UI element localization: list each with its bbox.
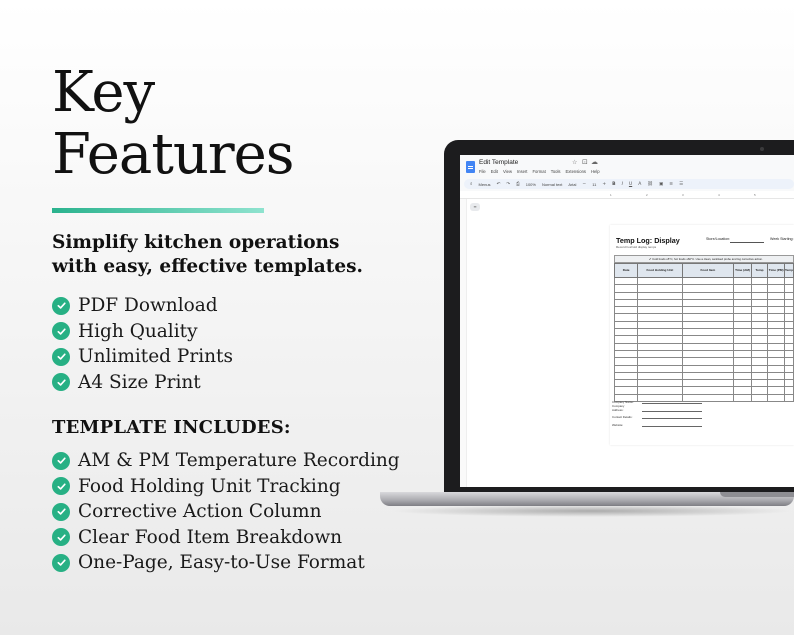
increase-font-icon[interactable]: + bbox=[602, 181, 607, 187]
folder-icon[interactable]: ⊡ bbox=[582, 158, 588, 166]
features-list bbox=[52, 293, 412, 395]
table-cell[interactable] bbox=[682, 321, 734, 328]
table-cell[interactable] bbox=[638, 387, 682, 394]
check-circle-icon bbox=[52, 503, 70, 521]
table-cell[interactable] bbox=[638, 380, 682, 387]
table-cell[interactable] bbox=[768, 343, 785, 350]
search-icon[interactable]: ⌕ bbox=[470, 182, 473, 187]
vertical-ruler bbox=[460, 199, 467, 487]
table-row bbox=[615, 380, 794, 387]
print-icon[interactable]: ⎙ bbox=[516, 182, 520, 187]
table-cell[interactable] bbox=[638, 321, 682, 328]
column-header: Food Item bbox=[682, 264, 734, 278]
table-cell[interactable] bbox=[734, 329, 752, 336]
column-header: Temp bbox=[784, 264, 793, 278]
table-cell[interactable] bbox=[615, 314, 638, 321]
table-cell[interactable] bbox=[615, 358, 638, 365]
table-cell[interactable] bbox=[751, 321, 768, 328]
table-row bbox=[615, 321, 794, 328]
include-label: Food Holding Unit Tracking bbox=[78, 475, 341, 497]
table-cell[interactable] bbox=[615, 307, 638, 314]
table-cell[interactable] bbox=[734, 285, 752, 292]
docs-header bbox=[460, 155, 794, 191]
search-menus[interactable]: Menus bbox=[478, 181, 491, 187]
table-cell[interactable] bbox=[751, 336, 768, 343]
link-icon[interactable]: ⛓ bbox=[647, 181, 654, 187]
title-line-2: Features bbox=[52, 122, 294, 187]
table-cell[interactable] bbox=[784, 314, 793, 321]
menu-edit[interactable]: Edit bbox=[490, 169, 498, 174]
table-cell[interactable] bbox=[638, 299, 682, 306]
table-cell[interactable] bbox=[615, 343, 638, 350]
table-row bbox=[615, 365, 794, 372]
table-cell[interactable] bbox=[682, 372, 734, 379]
table-cell[interactable] bbox=[784, 394, 793, 401]
laptop-screen bbox=[460, 155, 794, 487]
table-cell[interactable] bbox=[682, 343, 734, 350]
include-label: One-Page, Easy-to-Use Format bbox=[78, 552, 365, 573]
company-field bbox=[612, 412, 702, 419]
company-field-line bbox=[642, 423, 702, 427]
temp-log-body bbox=[615, 278, 794, 402]
table-cell[interactable] bbox=[734, 321, 752, 328]
table-cell[interactable] bbox=[638, 372, 682, 379]
table-cell[interactable] bbox=[682, 299, 734, 306]
horizontal-ruler bbox=[460, 191, 794, 199]
table-cell[interactable] bbox=[615, 285, 638, 292]
feature-panel bbox=[52, 62, 412, 576]
check-circle-icon bbox=[52, 373, 70, 391]
table-cell[interactable] bbox=[751, 387, 768, 394]
table-cell[interactable] bbox=[751, 307, 768, 314]
column-header: Food Holding Unit bbox=[638, 264, 682, 278]
menu-extensions[interactable]: Extensions bbox=[565, 169, 586, 174]
table-cell[interactable] bbox=[734, 365, 752, 372]
table-cell[interactable] bbox=[768, 314, 785, 321]
font-size-field[interactable]: 11 bbox=[592, 181, 597, 187]
menu-insert[interactable]: Insert bbox=[516, 169, 528, 174]
ruler-mark: 1 bbox=[610, 193, 612, 197]
document-page bbox=[610, 225, 794, 445]
camera-icon bbox=[760, 147, 764, 151]
table-cell[interactable] bbox=[682, 314, 734, 321]
table-cell[interactable] bbox=[768, 321, 785, 328]
tagline-line-2: with easy, effective templates. bbox=[52, 256, 363, 277]
table-cell[interactable] bbox=[734, 278, 752, 285]
table-cell[interactable] bbox=[784, 387, 793, 394]
table-cell[interactable] bbox=[615, 350, 638, 357]
menu-help[interactable]: Help bbox=[591, 169, 600, 174]
include-label: Corrective Action Column bbox=[78, 501, 322, 522]
table-cell[interactable] bbox=[768, 365, 785, 372]
table-cell[interactable] bbox=[751, 314, 768, 321]
company-field-label: Website: bbox=[612, 422, 624, 427]
font-select[interactable]: Arial bbox=[568, 181, 577, 187]
table-cell[interactable] bbox=[784, 372, 793, 379]
title-line-1: Key bbox=[52, 60, 155, 125]
include-label: AM & PM Temperature Recording bbox=[78, 450, 400, 471]
table-cell[interactable] bbox=[784, 285, 793, 292]
feature-label: A4 Size Print bbox=[78, 371, 201, 393]
table-cell[interactable] bbox=[768, 387, 785, 394]
table-cell[interactable] bbox=[784, 365, 793, 372]
table-cell[interactable] bbox=[615, 387, 638, 394]
redo-icon[interactable]: ↷ bbox=[506, 181, 511, 187]
table-cell[interactable] bbox=[768, 350, 785, 357]
menu-format[interactable]: Format bbox=[532, 169, 546, 174]
undo-icon[interactable]: ↶ bbox=[496, 181, 501, 187]
table-cell[interactable] bbox=[615, 372, 638, 379]
company-field-line bbox=[642, 415, 702, 419]
table-cell[interactable] bbox=[768, 278, 785, 285]
table-cell[interactable] bbox=[768, 285, 785, 292]
table-cell[interactable] bbox=[638, 285, 682, 292]
table-cell[interactable] bbox=[734, 299, 752, 306]
table-row bbox=[615, 387, 794, 394]
company-details bbox=[612, 397, 702, 427]
table-cell[interactable] bbox=[751, 299, 768, 306]
table-cell[interactable] bbox=[638, 307, 682, 314]
table-cell[interactable] bbox=[784, 278, 793, 285]
ruler-mark: 5 bbox=[754, 193, 756, 197]
table-cell[interactable] bbox=[615, 336, 638, 343]
table-cell[interactable] bbox=[784, 380, 793, 387]
company-field-label: Contact Details: bbox=[612, 415, 633, 420]
table-row bbox=[615, 350, 794, 357]
italic-icon[interactable]: I bbox=[621, 181, 623, 187]
table-cell[interactable] bbox=[638, 329, 682, 336]
column-header: Temp bbox=[751, 264, 768, 278]
table-row bbox=[615, 314, 794, 321]
table-cell[interactable] bbox=[682, 329, 734, 336]
list-item bbox=[52, 319, 412, 345]
text-color-icon[interactable]: A bbox=[638, 181, 642, 187]
table-cell[interactable] bbox=[784, 358, 793, 365]
table-row bbox=[615, 372, 794, 379]
table-cell[interactable] bbox=[734, 380, 752, 387]
list-item bbox=[52, 344, 412, 370]
table-cell[interactable] bbox=[751, 343, 768, 350]
underline-icon[interactable]: U bbox=[628, 181, 633, 187]
table-cell[interactable] bbox=[734, 372, 752, 379]
table-cell[interactable] bbox=[615, 292, 638, 299]
check-circle-icon bbox=[52, 322, 70, 340]
table-cell[interactable] bbox=[734, 387, 752, 394]
table-cell[interactable] bbox=[682, 358, 734, 365]
column-header: Date bbox=[615, 264, 638, 278]
feature-label: Unlimited Prints bbox=[78, 346, 233, 367]
company-field-label: Company Name: bbox=[612, 400, 634, 405]
table-row bbox=[615, 358, 794, 365]
table-cell[interactable] bbox=[734, 343, 752, 350]
check-circle-icon bbox=[52, 297, 70, 315]
table-cell[interactable] bbox=[682, 336, 734, 343]
check-circle-icon bbox=[52, 452, 70, 470]
table-cell[interactable] bbox=[768, 292, 785, 299]
accent-divider bbox=[52, 208, 264, 213]
table-cell[interactable] bbox=[734, 336, 752, 343]
docs-logo-icon bbox=[466, 161, 475, 173]
menu-tools[interactable]: Tools bbox=[550, 169, 561, 174]
table-cell[interactable] bbox=[682, 387, 734, 394]
template-subtitle: Record hot/cold display temps bbox=[616, 245, 657, 249]
laptop-notch bbox=[720, 492, 794, 497]
table-cell[interactable] bbox=[784, 336, 793, 343]
list-item bbox=[52, 293, 412, 319]
table-row bbox=[615, 329, 794, 336]
company-field-label: Company Address: bbox=[612, 403, 625, 412]
column-header: Time (AM) bbox=[734, 264, 752, 278]
ruler-mark: 4 bbox=[718, 193, 720, 197]
star-icon[interactable]: ☆ bbox=[572, 159, 578, 166]
table-cell[interactable] bbox=[638, 365, 682, 372]
column-header: Time (PM) bbox=[768, 264, 785, 278]
table-row bbox=[615, 292, 794, 299]
table-cell[interactable] bbox=[615, 299, 638, 306]
laptop-shadow bbox=[390, 505, 794, 517]
table-cell[interactable] bbox=[682, 365, 734, 372]
table-cell[interactable] bbox=[734, 350, 752, 357]
table-cell[interactable] bbox=[682, 285, 734, 292]
check-circle-icon bbox=[52, 528, 70, 546]
company-field bbox=[612, 419, 702, 426]
table-cell[interactable] bbox=[682, 350, 734, 357]
table-cell[interactable] bbox=[751, 285, 768, 292]
table-cell[interactable] bbox=[784, 299, 793, 306]
ruler-mark: 2 bbox=[646, 193, 648, 197]
table-cell[interactable] bbox=[682, 380, 734, 387]
table-cell[interactable] bbox=[784, 307, 793, 314]
table-cell[interactable] bbox=[751, 372, 768, 379]
list-item bbox=[52, 474, 412, 500]
list-item bbox=[52, 499, 412, 525]
table-cell[interactable] bbox=[615, 321, 638, 328]
ruler-mark: 3 bbox=[682, 193, 684, 197]
table-cell[interactable] bbox=[751, 329, 768, 336]
bold-icon[interactable]: B bbox=[612, 181, 616, 187]
table-cell[interactable] bbox=[768, 336, 785, 343]
week-starting-label: Week Starting: bbox=[770, 237, 794, 241]
table-cell[interactable] bbox=[682, 292, 734, 299]
table-cell[interactable] bbox=[784, 321, 793, 328]
list-item bbox=[52, 370, 412, 396]
table-cell[interactable] bbox=[615, 365, 638, 372]
table-cell[interactable] bbox=[768, 372, 785, 379]
table-cell[interactable] bbox=[768, 299, 785, 306]
includes-list bbox=[52, 448, 412, 576]
table-row bbox=[615, 307, 794, 314]
company-field bbox=[612, 404, 702, 411]
table-cell[interactable] bbox=[768, 358, 785, 365]
table-cell[interactable] bbox=[638, 350, 682, 357]
decrease-font-icon[interactable]: − bbox=[582, 181, 587, 187]
feature-label: High Quality bbox=[78, 320, 198, 342]
style-select[interactable]: Normal text bbox=[541, 181, 563, 187]
table-row bbox=[615, 299, 794, 306]
list-item bbox=[52, 525, 412, 551]
align-icon[interactable]: ≡ bbox=[669, 181, 674, 187]
table-row bbox=[615, 343, 794, 350]
table-cell[interactable] bbox=[615, 329, 638, 336]
table-cell[interactable] bbox=[734, 307, 752, 314]
table-cell[interactable] bbox=[638, 336, 682, 343]
check-circle-icon bbox=[52, 477, 70, 495]
table-cell[interactable] bbox=[768, 329, 785, 336]
template-note: ✔ Cold foods ≤5°C, hot foods ≥60°C. Use a clean, sanitised probe and log corrective action. bbox=[614, 255, 794, 263]
store-location-line bbox=[730, 242, 764, 243]
include-label: Clear Food Item Breakdown bbox=[78, 526, 343, 548]
table-cell[interactable] bbox=[638, 314, 682, 321]
table-cell[interactable] bbox=[615, 278, 638, 285]
docs-toolbar bbox=[464, 179, 794, 189]
table-cell[interactable] bbox=[615, 380, 638, 387]
list-item bbox=[52, 550, 412, 576]
store-location-label: Store/Location: bbox=[706, 237, 731, 241]
company-field-line bbox=[642, 400, 702, 404]
table-cell[interactable] bbox=[682, 278, 734, 285]
check-circle-icon bbox=[52, 554, 70, 572]
table-cell[interactable] bbox=[638, 358, 682, 365]
table-row bbox=[615, 278, 794, 285]
table-cell[interactable] bbox=[751, 358, 768, 365]
outline-icon[interactable]: ≡ bbox=[470, 203, 480, 211]
table-cell[interactable] bbox=[768, 380, 785, 387]
table-cell[interactable] bbox=[768, 394, 785, 401]
laptop-mockup bbox=[380, 140, 794, 525]
menu-view[interactable]: View bbox=[502, 169, 512, 174]
table-cell[interactable] bbox=[734, 358, 752, 365]
table-cell[interactable] bbox=[751, 394, 768, 401]
list-icon[interactable]: ☰ bbox=[679, 181, 684, 187]
page-title bbox=[52, 62, 412, 186]
table-cell[interactable] bbox=[784, 343, 793, 350]
table-cell[interactable] bbox=[784, 292, 793, 299]
table-cell[interactable] bbox=[638, 343, 682, 350]
list-item bbox=[52, 448, 412, 474]
zoom-select[interactable]: 100% bbox=[525, 181, 536, 187]
table-cell[interactable] bbox=[784, 329, 793, 336]
table-cell[interactable] bbox=[638, 278, 682, 285]
check-circle-icon bbox=[52, 348, 70, 366]
tagline bbox=[52, 231, 412, 279]
table-cell[interactable] bbox=[734, 292, 752, 299]
image-icon[interactable]: ▣ bbox=[659, 181, 664, 187]
template-title: Temp Log: Display bbox=[616, 236, 680, 245]
table-cell[interactable] bbox=[734, 394, 752, 401]
includes-heading: TEMPLATE INCLUDES: bbox=[52, 417, 291, 438]
tagline-line-1: Simplify kitchen operations bbox=[52, 232, 340, 253]
table-cell[interactable] bbox=[751, 292, 768, 299]
table-cell[interactable] bbox=[751, 365, 768, 372]
feature-label: PDF Download bbox=[78, 295, 218, 316]
document-title[interactable]: Edit Template bbox=[479, 159, 519, 166]
cloud-icon[interactable]: ☁ bbox=[591, 158, 598, 166]
table-cell[interactable] bbox=[751, 278, 768, 285]
table-cell[interactable] bbox=[682, 307, 734, 314]
table-cell[interactable] bbox=[784, 350, 793, 357]
table-cell[interactable] bbox=[751, 380, 768, 387]
table-row bbox=[615, 336, 794, 343]
table-cell[interactable] bbox=[768, 307, 785, 314]
table-row bbox=[615, 285, 794, 292]
menu-bar bbox=[479, 169, 600, 174]
table-cell[interactable] bbox=[638, 292, 682, 299]
table-cell[interactable] bbox=[734, 314, 752, 321]
menu-file[interactable]: File bbox=[479, 169, 486, 174]
company-field-line bbox=[642, 408, 702, 412]
table-cell[interactable] bbox=[751, 350, 768, 357]
